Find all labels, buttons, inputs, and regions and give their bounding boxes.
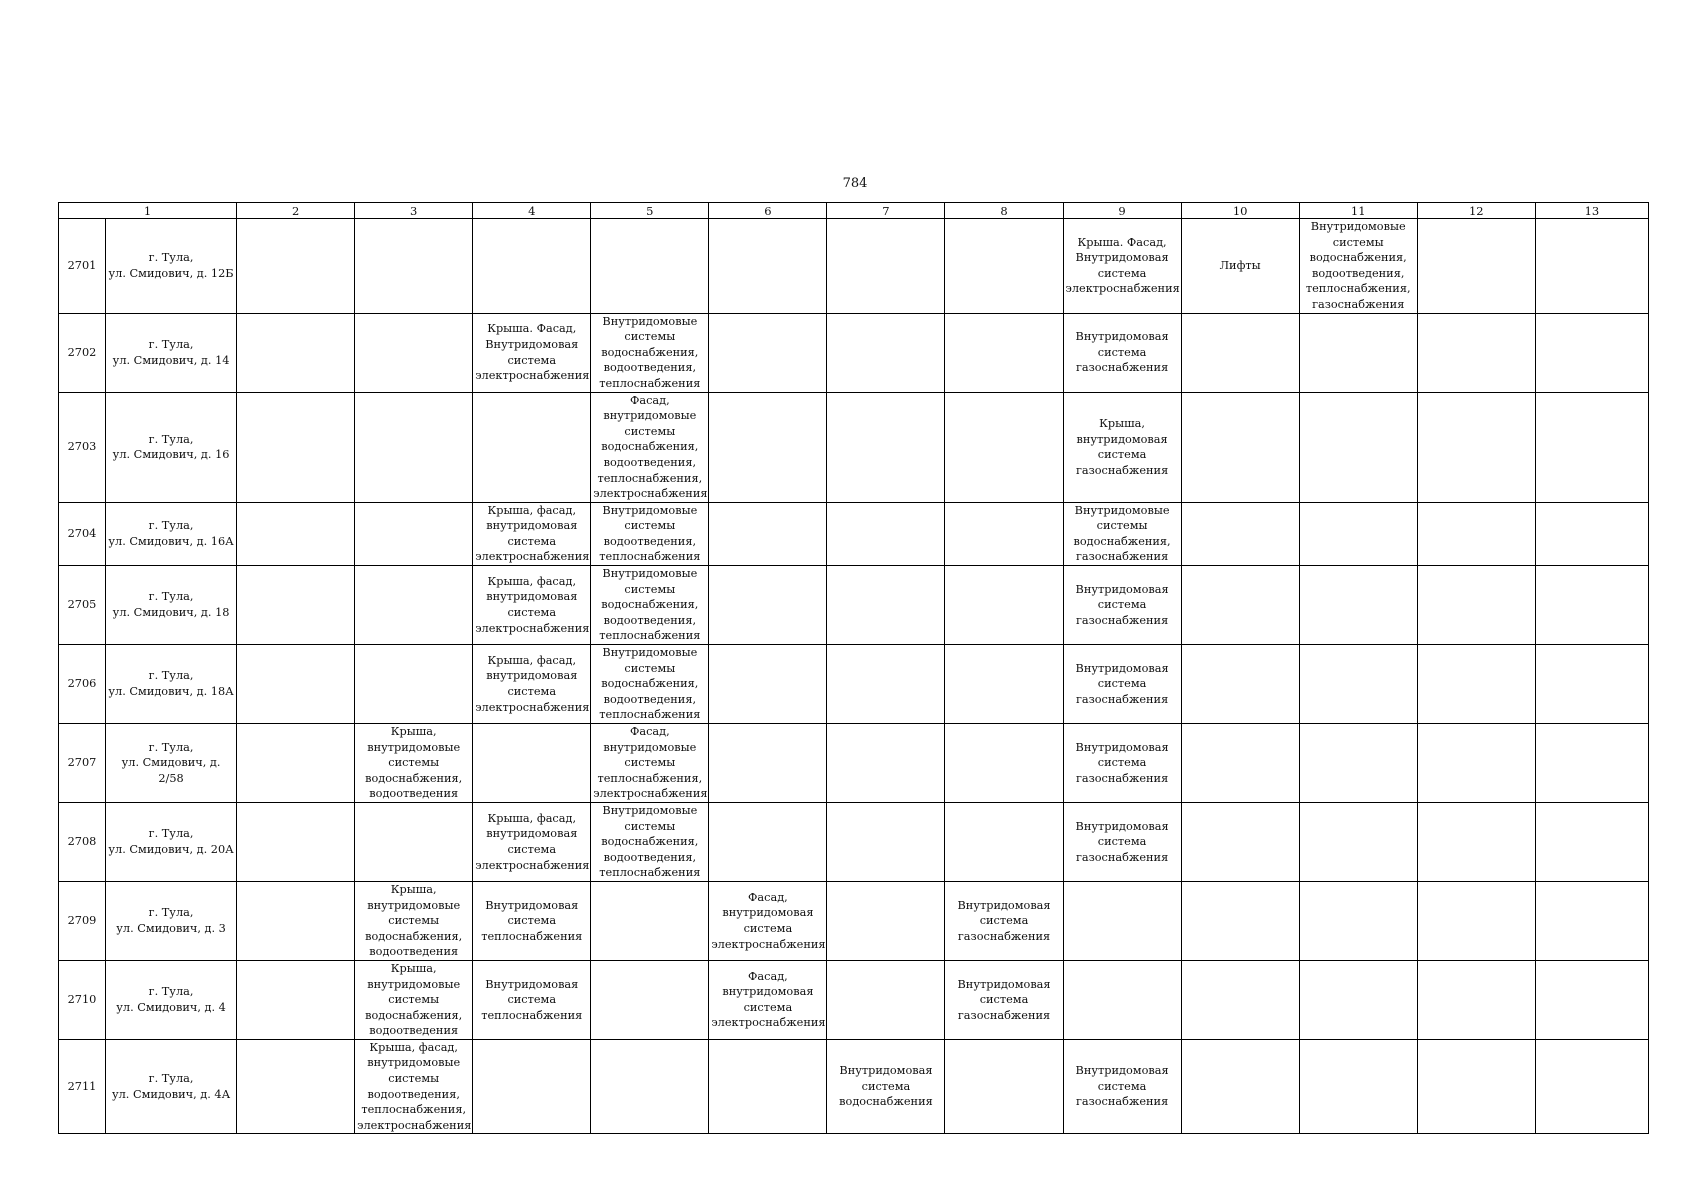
work-cell-col-13 [1535,313,1648,392]
work-cell-col-2 [237,881,355,960]
work-cell-col-13 [1535,219,1648,314]
work-cell-col-2 [237,313,355,392]
work-cell-col-6 [709,645,827,724]
column-header: 1 [59,203,237,219]
work-cell-col-11 [1299,724,1417,803]
address-cell: г. Тула, ул. Смидович, д. 3 [106,881,237,960]
work-cell-col-7: Внутридомовая система водоснабжения [827,1039,945,1134]
work-cell-col-13 [1535,802,1648,881]
work-cell-col-6 [709,219,827,314]
work-cell-col-3 [355,392,473,502]
repair-schedule-table [58,202,1649,1134]
work-cell-col-11 [1299,392,1417,502]
work-cell-col-5 [591,219,709,314]
row-number-cell: 2707 [59,724,106,803]
work-cell-col-10 [1181,645,1299,724]
column-header: 2 [237,203,355,219]
work-cell-col-3: Крыша, внутридомовые системы водоснабжения, водоотведения [355,881,473,960]
column-header: 12 [1417,203,1535,219]
row-number-cell: 2702 [59,313,106,392]
work-cell-col-12 [1417,219,1535,314]
work-cell-col-8 [945,802,1063,881]
work-cell-col-12 [1417,502,1535,565]
work-cell-col-4 [473,392,591,502]
work-cell-col-2 [237,802,355,881]
table-row [59,802,1649,881]
work-cell-col-6 [709,502,827,565]
work-cell-col-3: Крыша, фасад, внутридомовые системы водоотведения, теплоснабжения, электроснабжения [355,1039,473,1134]
column-header: 10 [1181,203,1299,219]
work-cell-col-9: Внутридомовая система газоснабжения [1063,566,1181,645]
work-cell-col-7 [827,802,945,881]
work-cell-col-10 [1181,502,1299,565]
work-cell-col-6 [709,724,827,803]
work-cell-col-9: Внутридомовые системы водоснабжения, газоснабжения [1063,502,1181,565]
work-cell-col-6 [709,313,827,392]
work-cell-col-5: Фасад, внутридомовые системы теплоснабжения, электроснабжения [591,724,709,803]
work-cell-col-12 [1417,724,1535,803]
work-cell-col-3 [355,502,473,565]
work-cell-col-7 [827,881,945,960]
work-cell-col-2 [237,1039,355,1134]
work-cell-col-12 [1417,392,1535,502]
address-cell: г. Тула, ул. Смидович, д. 4А [106,1039,237,1134]
work-cell-col-5 [591,1039,709,1134]
table-row [59,881,1649,960]
work-cell-col-6 [709,1039,827,1134]
column-header: 8 [945,203,1063,219]
row-number-cell: 2703 [59,392,106,502]
work-cell-col-12 [1417,802,1535,881]
column-header: 6 [709,203,827,219]
work-cell-col-9: Крыша, внутридомовая система газоснабжения [1063,392,1181,502]
work-cell-col-7 [827,566,945,645]
work-cell-col-8 [945,566,1063,645]
work-cell-col-12 [1417,313,1535,392]
table-row [59,1039,1649,1134]
work-cell-col-9: Крыша. Фасад, Внутридомовая система электроснабжения [1063,219,1181,314]
work-cell-col-8 [945,502,1063,565]
work-cell-col-6 [709,802,827,881]
work-cell-col-2 [237,219,355,314]
work-cell-col-9 [1063,960,1181,1039]
work-cell-col-10: Лифты [1181,219,1299,314]
row-number-cell: 2708 [59,802,106,881]
column-header: 13 [1535,203,1648,219]
work-cell-col-6 [709,566,827,645]
address-cell: г. Тула, ул. Смидович, д. 16 [106,392,237,502]
work-cell-col-5: Внутридомовые системы водоснабжения, водоотведения, теплоснабжения [591,313,709,392]
table-row [59,566,1649,645]
work-cell-col-9: Внутридомовая система газоснабжения [1063,313,1181,392]
work-cell-col-9: Внутридомовая система газоснабжения [1063,1039,1181,1134]
address-cell: г. Тула, ул. Смидович, д. 2/58 [106,724,237,803]
work-cell-col-10 [1181,1039,1299,1134]
work-cell-col-3 [355,313,473,392]
table-row [59,219,1649,314]
work-cell-col-13 [1535,392,1648,502]
work-cell-col-7 [827,502,945,565]
table-row [59,392,1649,502]
work-cell-col-3: Крыша, внутридомовые системы водоснабжения, водоотведения [355,724,473,803]
row-number-cell: 2709 [59,881,106,960]
work-cell-col-7 [827,645,945,724]
work-cell-col-4: Внутридомовая система теплоснабжения [473,881,591,960]
work-cell-col-12 [1417,1039,1535,1134]
work-cell-col-12 [1417,566,1535,645]
work-cell-col-13 [1535,645,1648,724]
work-cell-col-11 [1299,881,1417,960]
work-cell-col-10 [1181,724,1299,803]
work-cell-col-10 [1181,960,1299,1039]
work-cell-col-13 [1535,881,1648,960]
work-cell-col-5 [591,960,709,1039]
work-cell-col-5: Внутридомовые системы водоснабжения, водоотведения, теплоснабжения [591,802,709,881]
address-cell: г. Тула, ул. Смидович, д. 18 [106,566,237,645]
work-cell-col-7 [827,960,945,1039]
table-row [59,645,1649,724]
work-cell-col-5 [591,881,709,960]
work-cell-col-7 [827,392,945,502]
work-cell-col-9 [1063,881,1181,960]
work-cell-col-10 [1181,881,1299,960]
row-number-cell: 2711 [59,1039,106,1134]
work-cell-col-12 [1417,881,1535,960]
work-cell-col-13 [1535,502,1648,565]
work-cell-col-2 [237,502,355,565]
work-cell-col-7 [827,219,945,314]
work-cell-col-9: Внутридомовая система газоснабжения [1063,724,1181,803]
work-cell-col-13 [1535,566,1648,645]
work-cell-col-8 [945,392,1063,502]
work-cell-col-4 [473,219,591,314]
work-cell-col-5: Внутридомовые системы водоснабжения, водоотведения, теплоснабжения [591,566,709,645]
column-header: 4 [473,203,591,219]
work-cell-col-2 [237,392,355,502]
column-header: 9 [1063,203,1181,219]
work-cell-col-7 [827,313,945,392]
row-number-cell: 2705 [59,566,106,645]
work-cell-col-4 [473,1039,591,1134]
work-cell-col-10 [1181,313,1299,392]
work-cell-col-8: Внутридомовая система газоснабжения [945,960,1063,1039]
work-cell-col-8 [945,1039,1063,1134]
column-header: 5 [591,203,709,219]
work-cell-col-8 [945,645,1063,724]
work-cell-col-3 [355,219,473,314]
work-cell-col-9: Внутридомовая система газоснабжения [1063,645,1181,724]
work-cell-col-6 [709,392,827,502]
work-cell-col-10 [1181,566,1299,645]
work-cell-col-2 [237,724,355,803]
column-header: 3 [355,203,473,219]
work-cell-col-11 [1299,566,1417,645]
row-number-cell: 2710 [59,960,106,1039]
page-number: 784 [842,176,868,191]
address-cell: г. Тула, ул. Смидович, д. 18А [106,645,237,724]
work-cell-col-9: Внутридомовая система газоснабжения [1063,802,1181,881]
work-cell-col-11 [1299,313,1417,392]
row-number-cell: 2704 [59,502,106,565]
row-number-cell: 2706 [59,645,106,724]
work-cell-col-8 [945,219,1063,314]
work-cell-col-5: Внутридомовые системы водоснабжения, водоотведения, теплоснабжения [591,645,709,724]
work-cell-col-3: Крыша, внутридомовые системы водоснабжения, водоотведения [355,960,473,1039]
work-cell-col-6: Фасад, внутридомовая система электроснабжения [709,960,827,1039]
work-cell-col-13 [1535,960,1648,1039]
work-cell-col-8 [945,313,1063,392]
address-cell: г. Тула, ул. Смидович, д. 20А [106,802,237,881]
work-cell-col-11: Внутридомовые системы водоснабжения, водоотведения, теплоснабжения, газоснабжения [1299,219,1417,314]
work-cell-col-11 [1299,802,1417,881]
work-cell-col-5: Внутридомовые системы водоотведения, теплоснабжения [591,502,709,565]
table-row [59,960,1649,1039]
work-cell-col-8: Внутридомовая система газоснабжения [945,881,1063,960]
work-cell-col-4: Крыша, фасад, внутридомовая система электроснабжения [473,502,591,565]
work-cell-col-11 [1299,502,1417,565]
work-cell-col-10 [1181,392,1299,502]
work-cell-col-2 [237,645,355,724]
work-cell-col-7 [827,724,945,803]
work-cell-col-6: Фасад, внутридомовая система электроснабжения [709,881,827,960]
column-header: 11 [1299,203,1417,219]
column-number-header-row [59,203,1649,219]
work-cell-col-4: Внутридомовая система теплоснабжения [473,960,591,1039]
address-cell: г. Тула, ул. Смидович, д. 4 [106,960,237,1039]
work-cell-col-13 [1535,1039,1648,1134]
work-cell-col-2 [237,960,355,1039]
work-cell-col-12 [1417,645,1535,724]
work-cell-col-11 [1299,645,1417,724]
work-cell-col-5: Фасад, внутридомовые системы водоснабжения, водоотведения, теплоснабжения, электроснабжения [591,392,709,502]
work-cell-col-3 [355,566,473,645]
work-cell-col-4: Крыша, фасад, внутридомовая система электроснабжения [473,566,591,645]
row-number-cell: 2701 [59,219,106,314]
address-cell: г. Тула, ул. Смидович, д. 14 [106,313,237,392]
table-row [59,313,1649,392]
address-cell: г. Тула, ул. Смидович, д. 12Б [106,219,237,314]
work-cell-col-3 [355,645,473,724]
work-cell-col-4: Крыша, фасад, внутридомовая система электроснабжения [473,802,591,881]
work-cell-col-10 [1181,802,1299,881]
table-row [59,724,1649,803]
work-cell-col-11 [1299,960,1417,1039]
work-cell-col-8 [945,724,1063,803]
work-cell-col-3 [355,802,473,881]
work-cell-col-4: Крыша, фасад, внутридомовая система электроснабжения [473,645,591,724]
work-cell-col-12 [1417,960,1535,1039]
column-header: 7 [827,203,945,219]
work-cell-col-2 [237,566,355,645]
address-cell: г. Тула, ул. Смидович, д. 16А [106,502,237,565]
work-cell-col-13 [1535,724,1648,803]
work-cell-col-4: Крыша. Фасад, Внутридомовая система электроснабжения [473,313,591,392]
table-row [59,502,1649,565]
work-cell-col-11 [1299,1039,1417,1134]
work-cell-col-4 [473,724,591,803]
